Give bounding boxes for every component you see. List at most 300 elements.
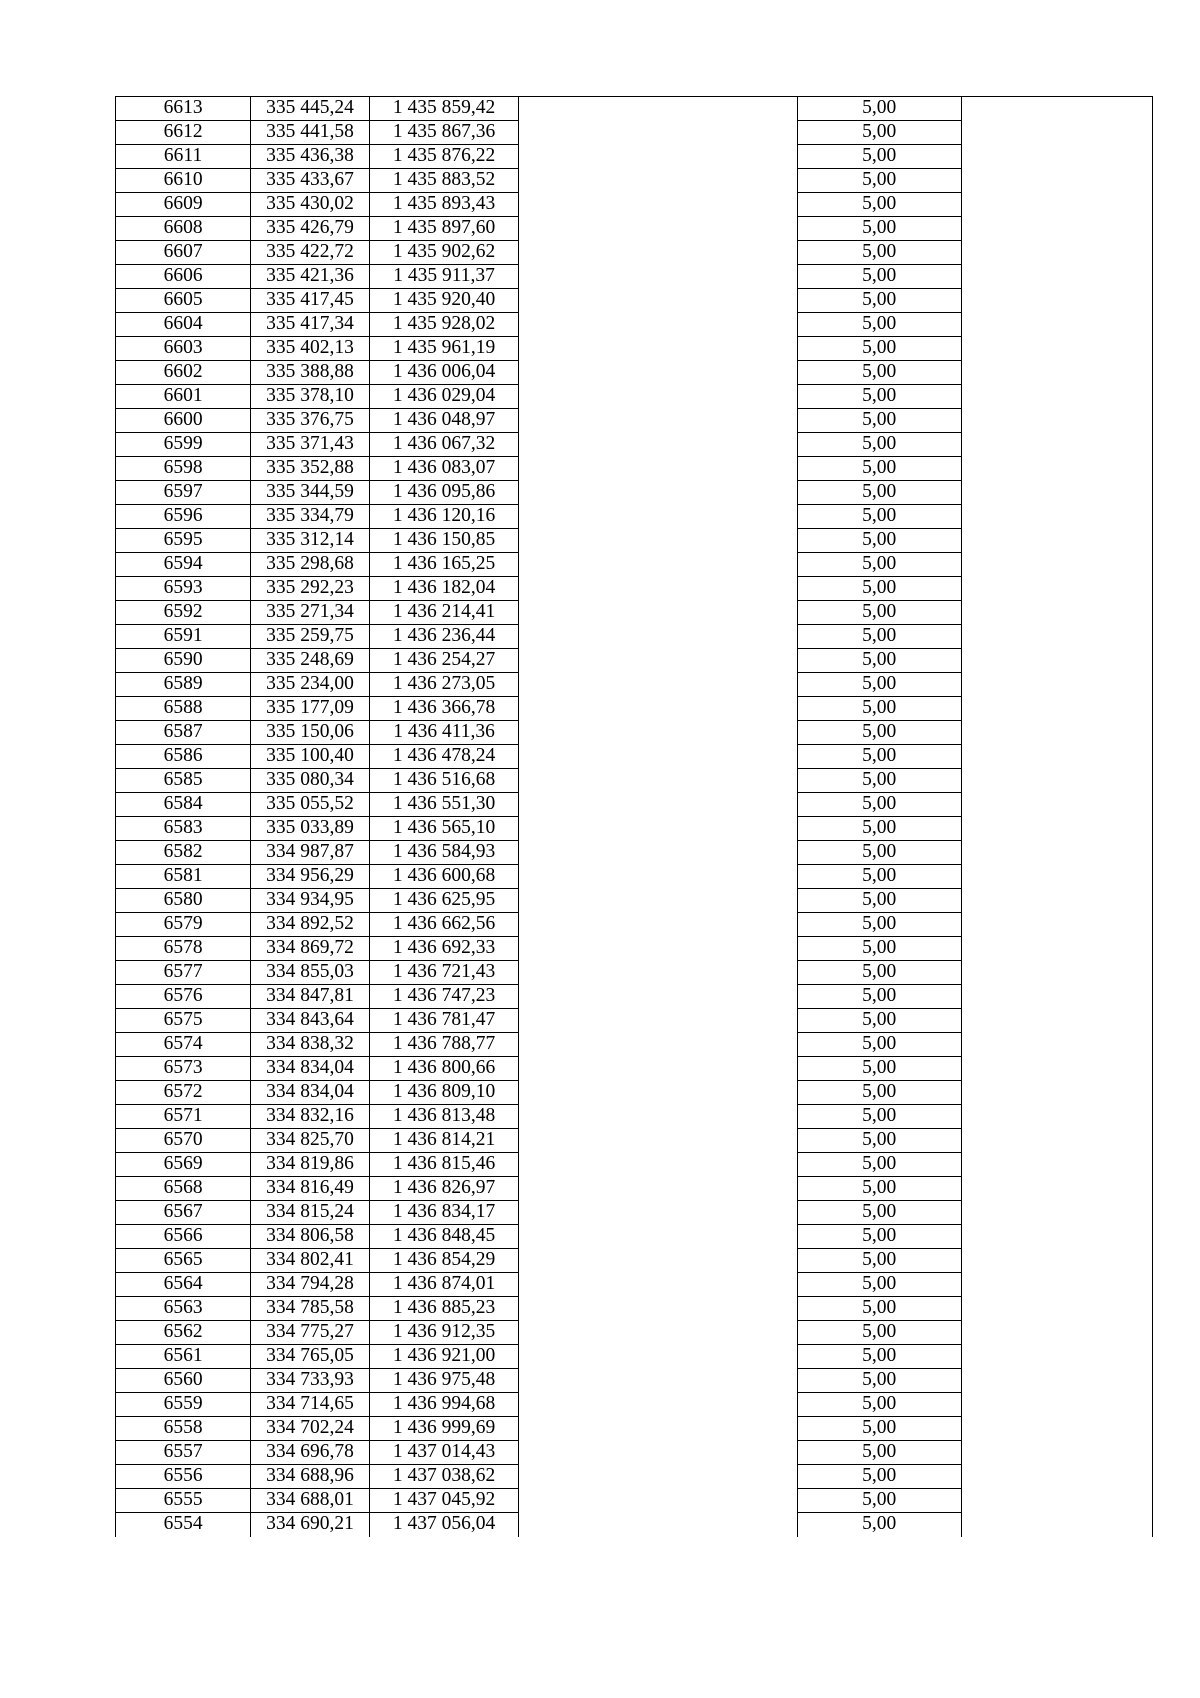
empty-cell xyxy=(961,625,1152,649)
empty-cell xyxy=(519,577,797,601)
table-row xyxy=(116,217,1153,241)
table-row xyxy=(116,1129,1153,1153)
y-coordinate-cell: 1 435 883,52 xyxy=(369,169,518,193)
x-coordinate-cell: 334 815,24 xyxy=(251,1201,370,1225)
empty-cell xyxy=(519,1249,797,1273)
table-row xyxy=(116,1489,1153,1513)
x-coordinate-cell: 335 371,43 xyxy=(251,433,370,457)
empty-cell xyxy=(961,361,1152,385)
value-cell: 5,00 xyxy=(797,1081,961,1105)
empty-cell xyxy=(519,1345,797,1369)
table-row xyxy=(116,121,1153,145)
x-coordinate-cell: 335 344,59 xyxy=(251,481,370,505)
y-coordinate-cell: 1 436 236,44 xyxy=(369,625,518,649)
empty-cell xyxy=(519,289,797,313)
x-coordinate-cell: 334 834,04 xyxy=(251,1057,370,1081)
point-number-cell: 6602 xyxy=(116,361,251,385)
empty-cell xyxy=(519,1489,797,1513)
x-coordinate-cell: 334 825,70 xyxy=(251,1129,370,1153)
empty-cell xyxy=(961,553,1152,577)
empty-cell xyxy=(519,865,797,889)
point-number-cell: 6570 xyxy=(116,1129,251,1153)
y-coordinate-cell: 1 436 067,32 xyxy=(369,433,518,457)
table-row xyxy=(116,241,1153,265)
y-coordinate-cell: 1 435 902,62 xyxy=(369,241,518,265)
x-coordinate-cell: 334 843,64 xyxy=(251,1009,370,1033)
x-coordinate-cell: 335 177,09 xyxy=(251,697,370,721)
table-row xyxy=(116,169,1153,193)
point-number-cell: 6609 xyxy=(116,193,251,217)
x-coordinate-cell: 334 956,29 xyxy=(251,865,370,889)
y-coordinate-cell: 1 435 911,37 xyxy=(369,265,518,289)
empty-cell xyxy=(961,433,1152,457)
y-coordinate-cell: 1 436 999,69 xyxy=(369,1417,518,1441)
point-number-cell: 6559 xyxy=(116,1393,251,1417)
table-row xyxy=(116,769,1153,793)
table-row xyxy=(116,193,1153,217)
empty-cell xyxy=(961,1081,1152,1105)
empty-cell xyxy=(961,1297,1152,1321)
empty-cell xyxy=(961,1153,1152,1177)
empty-cell xyxy=(519,625,797,649)
point-number-cell: 6572 xyxy=(116,1081,251,1105)
y-coordinate-cell: 1 436 029,04 xyxy=(369,385,518,409)
y-coordinate-cell: 1 435 867,36 xyxy=(369,121,518,145)
value-cell: 5,00 xyxy=(797,793,961,817)
empty-cell xyxy=(961,193,1152,217)
y-coordinate-cell: 1 436 912,35 xyxy=(369,1321,518,1345)
empty-cell xyxy=(961,385,1152,409)
x-coordinate-cell: 335 150,06 xyxy=(251,721,370,745)
x-coordinate-cell: 335 441,58 xyxy=(251,121,370,145)
empty-cell xyxy=(519,1465,797,1489)
empty-cell xyxy=(519,1393,797,1417)
empty-cell xyxy=(961,1321,1152,1345)
point-number-cell: 6612 xyxy=(116,121,251,145)
x-coordinate-cell: 335 259,75 xyxy=(251,625,370,649)
point-number-cell: 6560 xyxy=(116,1369,251,1393)
empty-cell xyxy=(961,1225,1152,1249)
empty-cell xyxy=(961,937,1152,961)
table-row xyxy=(116,553,1153,577)
point-number-cell: 6589 xyxy=(116,673,251,697)
y-coordinate-cell: 1 436 788,77 xyxy=(369,1033,518,1057)
empty-cell xyxy=(519,553,797,577)
empty-cell xyxy=(519,433,797,457)
y-coordinate-cell: 1 436 662,56 xyxy=(369,913,518,937)
table-row xyxy=(116,673,1153,697)
empty-cell xyxy=(519,1081,797,1105)
value-cell: 5,00 xyxy=(797,1321,961,1345)
value-cell: 5,00 xyxy=(797,1057,961,1081)
table-row xyxy=(116,985,1153,1009)
value-cell: 5,00 xyxy=(797,1153,961,1177)
empty-cell xyxy=(519,121,797,145)
table-row xyxy=(116,1297,1153,1321)
empty-cell xyxy=(519,193,797,217)
y-coordinate-cell: 1 436 781,47 xyxy=(369,1009,518,1033)
x-coordinate-cell: 335 436,38 xyxy=(251,145,370,169)
empty-cell xyxy=(961,241,1152,265)
y-coordinate-cell: 1 436 150,85 xyxy=(369,529,518,553)
y-coordinate-cell: 1 436 006,04 xyxy=(369,361,518,385)
value-cell: 5,00 xyxy=(797,961,961,985)
table-row xyxy=(116,745,1153,769)
empty-cell xyxy=(961,217,1152,241)
empty-cell xyxy=(961,1513,1152,1537)
value-cell: 5,00 xyxy=(797,193,961,217)
x-coordinate-cell: 335 312,14 xyxy=(251,529,370,553)
value-cell: 5,00 xyxy=(797,937,961,961)
y-coordinate-cell: 1 435 876,22 xyxy=(369,145,518,169)
table-row xyxy=(116,697,1153,721)
table-row xyxy=(116,1081,1153,1105)
value-cell: 5,00 xyxy=(797,553,961,577)
value-cell: 5,00 xyxy=(797,505,961,529)
table-row xyxy=(116,1105,1153,1129)
point-number-cell: 6603 xyxy=(116,337,251,361)
y-coordinate-cell: 1 436 874,01 xyxy=(369,1273,518,1297)
empty-cell xyxy=(519,697,797,721)
empty-cell xyxy=(519,1009,797,1033)
empty-cell xyxy=(519,313,797,337)
value-cell: 5,00 xyxy=(797,625,961,649)
point-number-cell: 6557 xyxy=(116,1441,251,1465)
y-coordinate-cell: 1 436 721,43 xyxy=(369,961,518,985)
empty-cell xyxy=(519,385,797,409)
x-coordinate-cell: 335 430,02 xyxy=(251,193,370,217)
empty-cell xyxy=(961,985,1152,1009)
empty-cell xyxy=(961,1489,1152,1513)
empty-cell xyxy=(519,457,797,481)
value-cell: 5,00 xyxy=(797,217,961,241)
table-row xyxy=(116,577,1153,601)
table-row xyxy=(116,313,1153,337)
x-coordinate-cell: 335 402,13 xyxy=(251,337,370,361)
y-coordinate-cell: 1 436 600,68 xyxy=(369,865,518,889)
point-number-cell: 6592 xyxy=(116,601,251,625)
empty-cell xyxy=(961,409,1152,433)
empty-cell xyxy=(519,409,797,433)
empty-cell xyxy=(961,1129,1152,1153)
y-coordinate-cell: 1 436 165,25 xyxy=(369,553,518,577)
x-coordinate-cell: 334 816,49 xyxy=(251,1177,370,1201)
empty-cell xyxy=(961,289,1152,313)
table-row xyxy=(116,529,1153,553)
value-cell: 5,00 xyxy=(797,1201,961,1225)
empty-cell xyxy=(961,1417,1152,1441)
y-coordinate-cell: 1 436 083,07 xyxy=(369,457,518,481)
y-coordinate-cell: 1 436 800,66 xyxy=(369,1057,518,1081)
empty-cell xyxy=(519,817,797,841)
value-cell: 5,00 xyxy=(797,1297,961,1321)
y-coordinate-cell: 1 436 692,33 xyxy=(369,937,518,961)
empty-cell xyxy=(961,889,1152,913)
x-coordinate-cell: 335 445,24 xyxy=(251,97,370,121)
table-row xyxy=(116,1441,1153,1465)
table-row xyxy=(116,1513,1153,1537)
empty-cell xyxy=(519,1177,797,1201)
empty-cell xyxy=(961,865,1152,889)
x-coordinate-cell: 334 688,01 xyxy=(251,1489,370,1513)
y-coordinate-cell: 1 435 961,19 xyxy=(369,337,518,361)
empty-cell xyxy=(961,673,1152,697)
empty-cell xyxy=(961,505,1152,529)
table-row xyxy=(116,1393,1153,1417)
x-coordinate-cell: 335 033,89 xyxy=(251,817,370,841)
y-coordinate-cell: 1 435 859,42 xyxy=(369,97,518,121)
point-number-cell: 6601 xyxy=(116,385,251,409)
value-cell: 5,00 xyxy=(797,601,961,625)
x-coordinate-cell: 335 417,45 xyxy=(251,289,370,313)
empty-cell xyxy=(961,649,1152,673)
value-cell: 5,00 xyxy=(797,1345,961,1369)
x-coordinate-cell: 334 696,78 xyxy=(251,1441,370,1465)
empty-cell xyxy=(519,1105,797,1129)
y-coordinate-cell: 1 436 048,97 xyxy=(369,409,518,433)
value-cell: 5,00 xyxy=(797,529,961,553)
empty-cell xyxy=(519,961,797,985)
table-row xyxy=(116,649,1153,673)
empty-cell xyxy=(519,1321,797,1345)
y-coordinate-cell: 1 436 254,27 xyxy=(369,649,518,673)
point-number-cell: 6578 xyxy=(116,937,251,961)
x-coordinate-cell: 334 714,65 xyxy=(251,1393,370,1417)
x-coordinate-cell: 335 234,00 xyxy=(251,673,370,697)
y-coordinate-cell: 1 436 551,30 xyxy=(369,793,518,817)
empty-cell xyxy=(519,769,797,793)
empty-cell xyxy=(519,1513,797,1537)
value-cell: 5,00 xyxy=(797,913,961,937)
empty-cell xyxy=(961,817,1152,841)
point-number-cell: 6587 xyxy=(116,721,251,745)
table-row xyxy=(116,97,1153,121)
empty-cell xyxy=(961,745,1152,769)
x-coordinate-cell: 334 794,28 xyxy=(251,1273,370,1297)
table-row xyxy=(116,1153,1153,1177)
value-cell: 5,00 xyxy=(797,121,961,145)
table-row xyxy=(116,1465,1153,1489)
table-row xyxy=(116,1033,1153,1057)
empty-cell xyxy=(519,1201,797,1225)
value-cell: 5,00 xyxy=(797,889,961,913)
point-number-cell: 6594 xyxy=(116,553,251,577)
x-coordinate-cell: 335 388,88 xyxy=(251,361,370,385)
empty-cell xyxy=(961,1177,1152,1201)
x-coordinate-cell: 334 892,52 xyxy=(251,913,370,937)
x-coordinate-cell: 335 055,52 xyxy=(251,793,370,817)
point-number-cell: 6591 xyxy=(116,625,251,649)
x-coordinate-cell: 335 378,10 xyxy=(251,385,370,409)
x-coordinate-cell: 334 847,81 xyxy=(251,985,370,1009)
x-coordinate-cell: 335 426,79 xyxy=(251,217,370,241)
empty-cell xyxy=(961,457,1152,481)
y-coordinate-cell: 1 436 747,23 xyxy=(369,985,518,1009)
point-number-cell: 6585 xyxy=(116,769,251,793)
x-coordinate-cell: 334 869,72 xyxy=(251,937,370,961)
empty-cell xyxy=(961,961,1152,985)
empty-cell xyxy=(519,97,797,121)
value-cell: 5,00 xyxy=(797,1009,961,1033)
empty-cell xyxy=(519,601,797,625)
y-coordinate-cell: 1 436 095,86 xyxy=(369,481,518,505)
x-coordinate-cell: 335 080,34 xyxy=(251,769,370,793)
empty-cell xyxy=(519,1297,797,1321)
y-coordinate-cell: 1 436 848,45 xyxy=(369,1225,518,1249)
value-cell: 5,00 xyxy=(797,1033,961,1057)
x-coordinate-cell: 335 421,36 xyxy=(251,265,370,289)
point-number-cell: 6558 xyxy=(116,1417,251,1441)
empty-cell xyxy=(961,721,1152,745)
empty-cell xyxy=(519,1273,797,1297)
point-number-cell: 6561 xyxy=(116,1345,251,1369)
table-row xyxy=(116,1177,1153,1201)
value-cell: 5,00 xyxy=(797,1129,961,1153)
table-row xyxy=(116,721,1153,745)
y-coordinate-cell: 1 436 826,97 xyxy=(369,1177,518,1201)
empty-cell xyxy=(519,265,797,289)
y-coordinate-cell: 1 436 120,16 xyxy=(369,505,518,529)
table-row xyxy=(116,889,1153,913)
x-coordinate-cell: 334 802,41 xyxy=(251,1249,370,1273)
empty-cell xyxy=(519,1033,797,1057)
y-coordinate-cell: 1 436 854,29 xyxy=(369,1249,518,1273)
empty-cell xyxy=(961,169,1152,193)
x-coordinate-cell: 334 834,04 xyxy=(251,1081,370,1105)
empty-cell xyxy=(519,1441,797,1465)
point-number-cell: 6569 xyxy=(116,1153,251,1177)
empty-cell xyxy=(961,1033,1152,1057)
empty-cell xyxy=(519,1225,797,1249)
y-coordinate-cell: 1 436 273,05 xyxy=(369,673,518,697)
point-number-cell: 6613 xyxy=(116,97,251,121)
x-coordinate-cell: 335 417,34 xyxy=(251,313,370,337)
point-number-cell: 6562 xyxy=(116,1321,251,1345)
table-row xyxy=(116,505,1153,529)
x-coordinate-cell: 335 271,34 xyxy=(251,601,370,625)
x-coordinate-cell: 334 688,96 xyxy=(251,1465,370,1489)
y-coordinate-cell: 1 436 813,48 xyxy=(369,1105,518,1129)
point-number-cell: 6605 xyxy=(116,289,251,313)
value-cell: 5,00 xyxy=(797,1249,961,1273)
x-coordinate-cell: 334 832,16 xyxy=(251,1105,370,1129)
value-cell: 5,00 xyxy=(797,361,961,385)
point-number-cell: 6608 xyxy=(116,217,251,241)
point-number-cell: 6574 xyxy=(116,1033,251,1057)
value-cell: 5,00 xyxy=(797,1177,961,1201)
table-row xyxy=(116,265,1153,289)
empty-cell xyxy=(519,481,797,505)
empty-cell xyxy=(961,529,1152,553)
point-number-cell: 6554 xyxy=(116,1513,251,1537)
y-coordinate-cell: 1 436 814,21 xyxy=(369,1129,518,1153)
y-coordinate-cell: 1 437 045,92 xyxy=(369,1489,518,1513)
value-cell: 5,00 xyxy=(797,577,961,601)
point-number-cell: 6571 xyxy=(116,1105,251,1129)
y-coordinate-cell: 1 435 920,40 xyxy=(369,289,518,313)
value-cell: 5,00 xyxy=(797,697,961,721)
point-number-cell: 6600 xyxy=(116,409,251,433)
point-number-cell: 6567 xyxy=(116,1201,251,1225)
empty-cell xyxy=(961,1273,1152,1297)
x-coordinate-cell: 334 702,24 xyxy=(251,1417,370,1441)
x-coordinate-cell: 335 352,88 xyxy=(251,457,370,481)
table-row xyxy=(116,841,1153,865)
table-row xyxy=(116,625,1153,649)
point-number-cell: 6610 xyxy=(116,169,251,193)
value-cell: 5,00 xyxy=(797,169,961,193)
coordinate-table xyxy=(115,96,1153,1537)
empty-cell xyxy=(519,145,797,169)
empty-cell xyxy=(519,793,797,817)
value-cell: 5,00 xyxy=(797,1417,961,1441)
point-number-cell: 6573 xyxy=(116,1057,251,1081)
value-cell: 5,00 xyxy=(797,1513,961,1537)
y-coordinate-cell: 1 436 411,36 xyxy=(369,721,518,745)
empty-cell xyxy=(519,1057,797,1081)
x-coordinate-cell: 335 292,23 xyxy=(251,577,370,601)
value-cell: 5,00 xyxy=(797,1393,961,1417)
y-coordinate-cell: 1 436 584,93 xyxy=(369,841,518,865)
value-cell: 5,00 xyxy=(797,385,961,409)
x-coordinate-cell: 334 855,03 xyxy=(251,961,370,985)
value-cell: 5,00 xyxy=(797,457,961,481)
empty-cell xyxy=(961,1369,1152,1393)
point-number-cell: 6596 xyxy=(116,505,251,529)
value-cell: 5,00 xyxy=(797,985,961,1009)
y-coordinate-cell: 1 436 565,10 xyxy=(369,817,518,841)
y-coordinate-cell: 1 436 516,68 xyxy=(369,769,518,793)
empty-cell xyxy=(519,913,797,937)
y-coordinate-cell: 1 435 893,43 xyxy=(369,193,518,217)
empty-cell xyxy=(961,1249,1152,1273)
point-number-cell: 6556 xyxy=(116,1465,251,1489)
point-number-cell: 6555 xyxy=(116,1489,251,1513)
empty-cell xyxy=(961,1009,1152,1033)
empty-cell xyxy=(519,337,797,361)
x-coordinate-cell: 335 334,79 xyxy=(251,505,370,529)
table-row xyxy=(116,457,1153,481)
table-row xyxy=(116,385,1153,409)
value-cell: 5,00 xyxy=(797,721,961,745)
point-number-cell: 6607 xyxy=(116,241,251,265)
empty-cell xyxy=(519,649,797,673)
empty-cell xyxy=(961,145,1152,169)
x-coordinate-cell: 335 248,69 xyxy=(251,649,370,673)
table-row xyxy=(116,1321,1153,1345)
y-coordinate-cell: 1 436 975,48 xyxy=(369,1369,518,1393)
point-number-cell: 6577 xyxy=(116,961,251,985)
point-number-cell: 6568 xyxy=(116,1177,251,1201)
point-number-cell: 6564 xyxy=(116,1273,251,1297)
y-coordinate-cell: 1 436 625,95 xyxy=(369,889,518,913)
empty-cell xyxy=(519,1417,797,1441)
value-cell: 5,00 xyxy=(797,673,961,697)
x-coordinate-cell: 335 376,75 xyxy=(251,409,370,433)
empty-cell xyxy=(961,1201,1152,1225)
coordinate-table-body xyxy=(116,97,1153,1537)
empty-cell xyxy=(961,121,1152,145)
table-row xyxy=(116,1249,1153,1273)
empty-cell xyxy=(961,697,1152,721)
table-row xyxy=(116,1225,1153,1249)
empty-cell xyxy=(519,361,797,385)
empty-cell xyxy=(961,577,1152,601)
empty-cell xyxy=(519,841,797,865)
table-row xyxy=(116,865,1153,889)
value-cell: 5,00 xyxy=(797,313,961,337)
point-number-cell: 6598 xyxy=(116,457,251,481)
